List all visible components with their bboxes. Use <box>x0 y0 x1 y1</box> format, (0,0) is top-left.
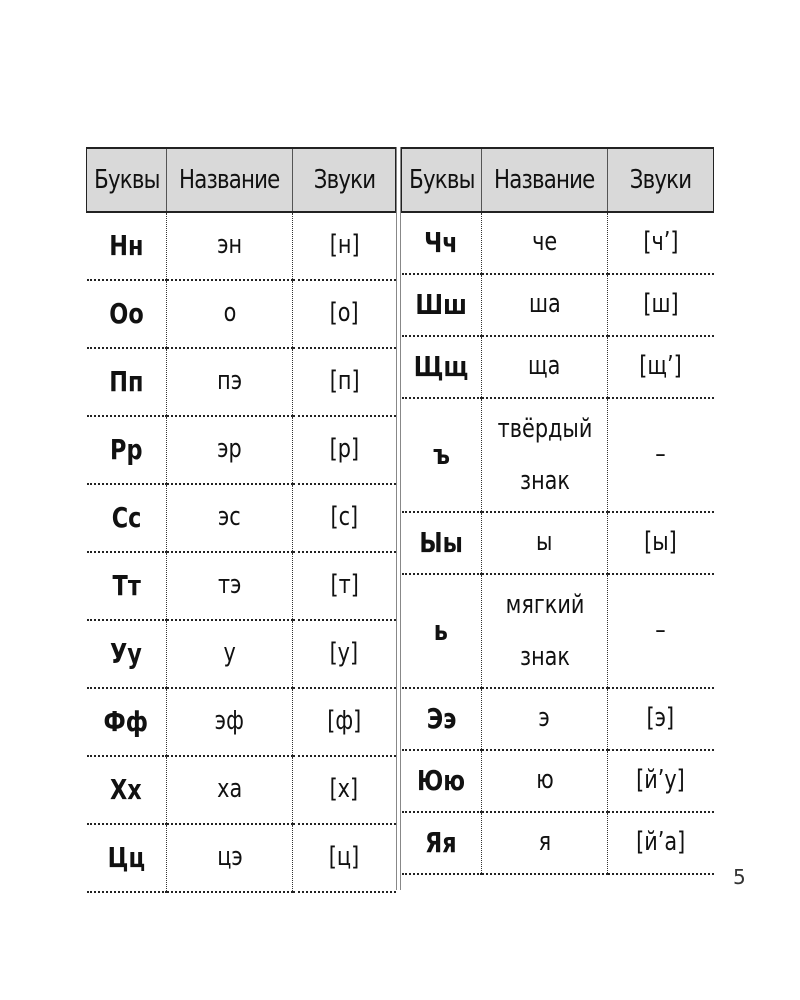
sound-cell: – <box>608 574 714 688</box>
name-cell: эф <box>167 688 293 756</box>
table-header-row <box>87 148 396 212</box>
table-row <box>402 398 714 512</box>
table-row <box>87 756 396 824</box>
table-row <box>87 688 396 756</box>
sound-cell: [ш] <box>608 274 714 336</box>
table-row <box>87 416 396 484</box>
table-row <box>87 212 396 280</box>
header-name: Название <box>482 148 608 212</box>
sound-cell: [п] <box>293 348 396 416</box>
table-row <box>87 620 396 688</box>
sound-cell: [т] <box>293 552 396 620</box>
name-cell: тэ <box>167 552 293 620</box>
table-row <box>87 824 396 892</box>
letter-cell: Чч <box>402 212 482 274</box>
letter-cell: ъ <box>402 398 482 512</box>
table-row <box>402 812 714 874</box>
name-cell: эр <box>167 416 293 484</box>
table-header-row <box>402 148 714 212</box>
sound-cell: [у] <box>293 620 396 688</box>
header-sounds: Звуки <box>608 148 714 212</box>
name-cell: че <box>482 212 608 274</box>
name-cell: ша <box>482 274 608 336</box>
sound-cell: [й’у] <box>608 750 714 812</box>
letter-cell: Сс <box>87 484 167 552</box>
letter-cell: Пп <box>87 348 167 416</box>
name-cell: цэ <box>167 824 293 892</box>
table-row <box>402 274 714 336</box>
name-cell: эн <box>167 212 293 280</box>
sound-cell: [ы] <box>608 512 714 574</box>
letter-cell: Юю <box>402 750 482 812</box>
table-row <box>87 348 396 416</box>
name-cell: ы <box>482 512 608 574</box>
sound-cell: [й’а] <box>608 812 714 874</box>
sound-cell: [с] <box>293 484 396 552</box>
table-row <box>402 574 714 688</box>
header-letters: Буквы <box>402 148 482 212</box>
header-sounds: Звуки <box>293 148 396 212</box>
page-number: 5 <box>733 865 746 889</box>
table-row <box>402 688 714 750</box>
letter-cell: Цц <box>87 824 167 892</box>
header-letters: Буквы <box>87 148 167 212</box>
name-cell: ха <box>167 756 293 824</box>
name-cell: я <box>482 812 608 874</box>
table-row <box>87 484 396 552</box>
table-row <box>402 212 714 274</box>
name-cell: твёрдый знак <box>482 398 608 512</box>
letter-cell: Рр <box>87 416 167 484</box>
name-cell: пэ <box>167 348 293 416</box>
letter-cell: Тт <box>87 552 167 620</box>
name-cell: э <box>482 688 608 750</box>
name-cell: мягкий знак <box>482 574 608 688</box>
sound-cell: – <box>608 398 714 512</box>
table-row <box>87 280 396 348</box>
sound-cell: [н] <box>293 212 396 280</box>
table-row <box>402 512 714 574</box>
letter-cell: Ыы <box>402 512 482 574</box>
sound-cell: [ц] <box>293 824 396 892</box>
table-row <box>402 336 714 398</box>
letter-cell: Ээ <box>402 688 482 750</box>
header-name: Название <box>167 148 293 212</box>
sound-cell: [э] <box>608 688 714 750</box>
letter-cell: Фф <box>87 688 167 756</box>
name-cell: о <box>167 280 293 348</box>
sound-cell: [р] <box>293 416 396 484</box>
name-cell: ю <box>482 750 608 812</box>
table-row <box>87 552 396 620</box>
letter-cell: Уу <box>87 620 167 688</box>
letter-cell: Щщ <box>402 336 482 398</box>
alphabet-table-right <box>401 147 714 875</box>
letter-cell: Оо <box>87 280 167 348</box>
name-cell: у <box>167 620 293 688</box>
alphabet-table-left <box>86 147 396 893</box>
table-row <box>402 750 714 812</box>
letter-cell: Нн <box>87 212 167 280</box>
letter-cell: Хх <box>87 756 167 824</box>
letter-cell: Шш <box>402 274 482 336</box>
sound-cell: [ч’] <box>608 212 714 274</box>
sound-cell: [х] <box>293 756 396 824</box>
sound-cell: [щ’] <box>608 336 714 398</box>
name-cell: эс <box>167 484 293 552</box>
letter-cell: ь <box>402 574 482 688</box>
sound-cell: [о] <box>293 280 396 348</box>
sound-cell: [ф] <box>293 688 396 756</box>
letter-cell: Яя <box>402 812 482 874</box>
name-cell: ща <box>482 336 608 398</box>
